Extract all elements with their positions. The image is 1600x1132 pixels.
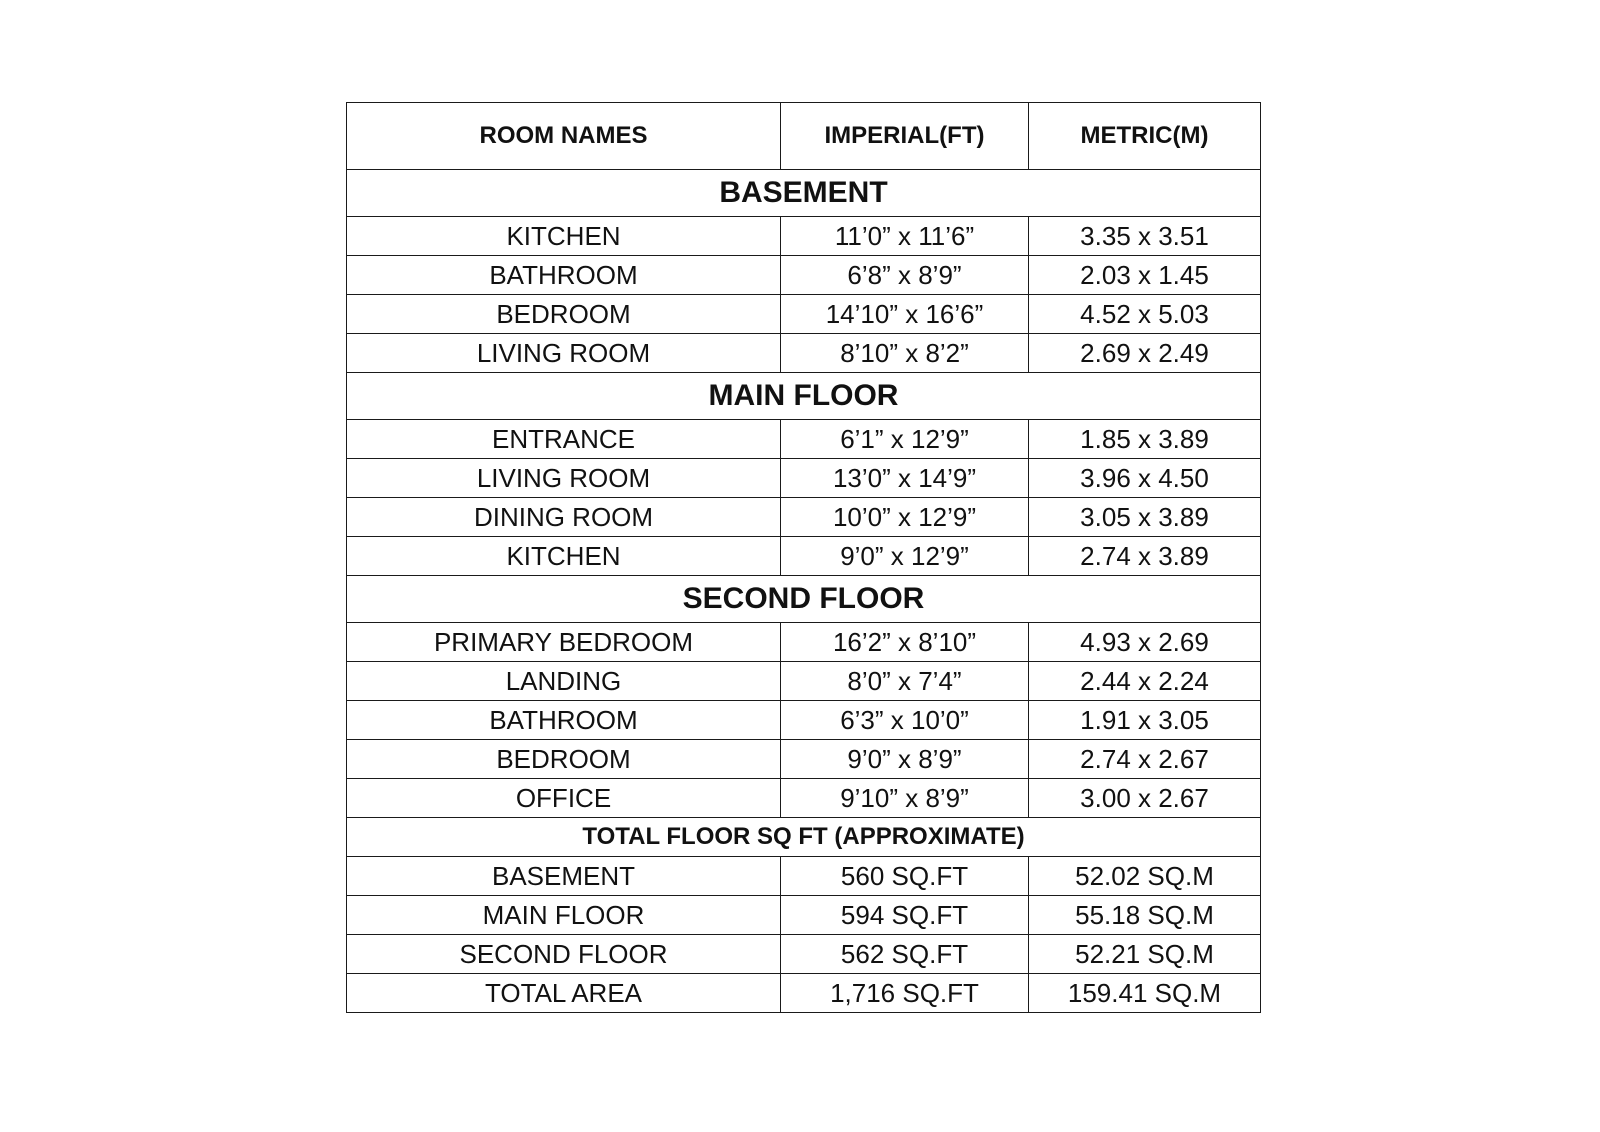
floor-name-cell: TOTAL AREA [347, 974, 781, 1013]
imperial-cell: 13’0” x 14’9” [781, 459, 1029, 498]
metric-cell: 3.96 x 4.50 [1029, 459, 1261, 498]
imperial-cell: 594 SQ.FT [781, 896, 1029, 935]
imperial-cell: 9’0” x 8’9” [781, 740, 1029, 779]
metric-cell: 4.52 x 5.03 [1029, 295, 1261, 334]
table-row [347, 623, 1261, 662]
imperial-cell: 8’10” x 8’2” [781, 334, 1029, 373]
section-row-totals [347, 818, 1261, 857]
imperial-cell: 562 SQ.FT [781, 935, 1029, 974]
room-name-cell: ENTRANCE [347, 420, 781, 459]
table-row [347, 420, 1261, 459]
table-row [347, 295, 1261, 334]
metric-cell: 3.00 x 2.67 [1029, 779, 1261, 818]
table-row [347, 662, 1261, 701]
column-header-metric: METRIC(M) [1029, 103, 1261, 170]
column-header-room-names: ROOM NAMES [347, 103, 781, 170]
imperial-cell: 1,716 SQ.FT [781, 974, 1029, 1013]
metric-cell: 2.69 x 2.49 [1029, 334, 1261, 373]
room-name-cell: LIVING ROOM [347, 459, 781, 498]
table-row [347, 256, 1261, 295]
section-title: SECOND FLOOR [347, 576, 1261, 623]
metric-cell: 2.74 x 3.89 [1029, 537, 1261, 576]
metric-cell: 1.91 x 3.05 [1029, 701, 1261, 740]
table-row [347, 498, 1261, 537]
room-name-cell: BEDROOM [347, 740, 781, 779]
room-name-cell: BATHROOM [347, 701, 781, 740]
room-name-cell: OFFICE [347, 779, 781, 818]
metric-cell: 52.02 SQ.M [1029, 857, 1261, 896]
metric-cell: 4.93 x 2.69 [1029, 623, 1261, 662]
metric-cell: 2.74 x 2.67 [1029, 740, 1261, 779]
room-name-cell: BEDROOM [347, 295, 781, 334]
imperial-cell: 6’3” x 10’0” [781, 701, 1029, 740]
metric-cell: 1.85 x 3.89 [1029, 420, 1261, 459]
imperial-cell: 11’0” x 11’6” [781, 217, 1029, 256]
metric-cell: 55.18 SQ.M [1029, 896, 1261, 935]
room-name-cell: LIVING ROOM [347, 334, 781, 373]
section-row-second-floor [347, 576, 1261, 623]
table-row [347, 459, 1261, 498]
floor-name-cell: SECOND FLOOR [347, 935, 781, 974]
metric-cell: 159.41 SQ.M [1029, 974, 1261, 1013]
section-row-basement [347, 170, 1261, 217]
room-name-cell: BATHROOM [347, 256, 781, 295]
room-name-cell: KITCHEN [347, 537, 781, 576]
room-name-cell: KITCHEN [347, 217, 781, 256]
table-row [347, 935, 1261, 974]
header-row [347, 103, 1261, 170]
imperial-cell: 16’2” x 8’10” [781, 623, 1029, 662]
table-row [347, 779, 1261, 818]
imperial-cell: 560 SQ.FT [781, 857, 1029, 896]
imperial-cell: 6’8” x 8’9” [781, 256, 1029, 295]
imperial-cell: 10’0” x 12’9” [781, 498, 1029, 537]
table-row [347, 896, 1261, 935]
table-row [347, 334, 1261, 373]
room-dimensions-table [346, 102, 1261, 1013]
metric-cell: 52.21 SQ.M [1029, 935, 1261, 974]
table-row [347, 217, 1261, 256]
table-row [347, 701, 1261, 740]
section-title: BASEMENT [347, 170, 1261, 217]
column-header-imperial: IMPERIAL(FT) [781, 103, 1029, 170]
section-title: MAIN FLOOR [347, 373, 1261, 420]
metric-cell: 2.44 x 2.24 [1029, 662, 1261, 701]
imperial-cell: 6’1” x 12’9” [781, 420, 1029, 459]
imperial-cell: 8’0” x 7’4” [781, 662, 1029, 701]
section-title: TOTAL FLOOR SQ FT (APPROXIMATE) [347, 818, 1261, 857]
metric-cell: 3.35 x 3.51 [1029, 217, 1261, 256]
table-row-total-area [347, 974, 1261, 1013]
table-row [347, 740, 1261, 779]
floor-name-cell: BASEMENT [347, 857, 781, 896]
imperial-cell: 9’0” x 12’9” [781, 537, 1029, 576]
floor-name-cell: MAIN FLOOR [347, 896, 781, 935]
section-row-main-floor [347, 373, 1261, 420]
table-row [347, 857, 1261, 896]
metric-cell: 2.03 x 1.45 [1029, 256, 1261, 295]
table-row [347, 537, 1261, 576]
room-name-cell: LANDING [347, 662, 781, 701]
room-name-cell: DINING ROOM [347, 498, 781, 537]
room-name-cell: PRIMARY BEDROOM [347, 623, 781, 662]
imperial-cell: 14’10” x 16’6” [781, 295, 1029, 334]
metric-cell: 3.05 x 3.89 [1029, 498, 1261, 537]
imperial-cell: 9’10” x 8’9” [781, 779, 1029, 818]
